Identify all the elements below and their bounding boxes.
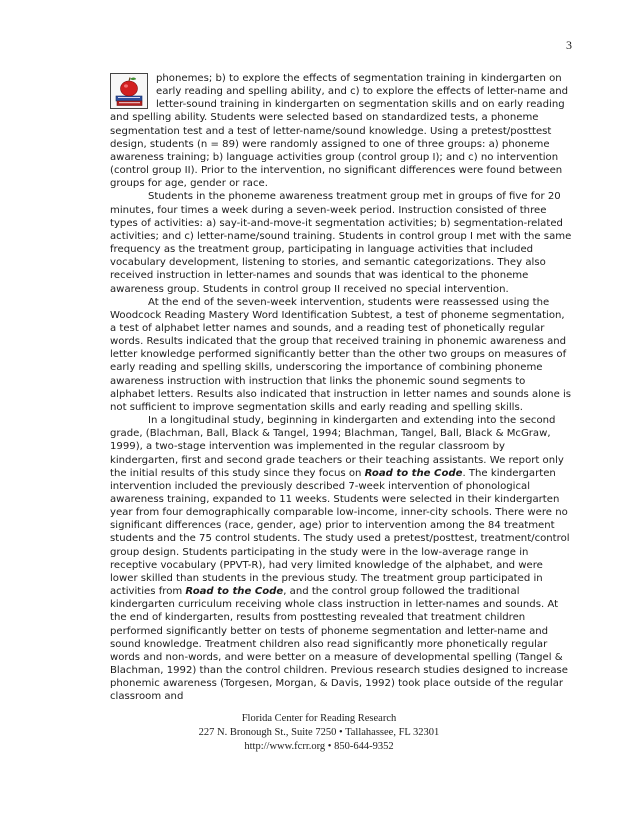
paragraph-4-part-c: , and the control group followed the traditional kindergarten curriculum receiving whole class instruction in letter-names and sounds. At the end of kindergarten, results from posttesting revealed that treatment children performed significantly better on tests of phoneme segmentation and letter-name and sound knowledge. Treatment children also read significantly more phonetically regular words and non-words, and were better on a measure of developmental spelling (Tangel & Blachman, 1992) than the control children. Previous research studies designed to increase phonemic awareness (Torgesen, Morgan, & Davis, 1992) took place outside of the regular classroom and: [110, 586, 568, 703]
paragraph-2: Students in the phoneme awareness treatment group met in groups of five for 20 minutes, four times a week during a seven-week period. Instruction consisted of three types of activities: a) say-it-and-move-it segmentation activities; b) segmentation-related activities; and c) letter-name/sound training. Students in control group I met with the same frequency as the treatment group, participating in language activities that included vocabulary development, listening to stories, and semantic categorizations. They also received instruction in letter-names and sounds that was identical to the phoneme awareness group. Students in control group II received no special intervention.: [110, 191, 572, 295]
page-number: 3: [566, 38, 572, 52]
footer-organization: Florida Center for Reading Research: [241, 713, 397, 724]
road-to-the-code-title: Road to the Code: [364, 467, 463, 479]
paragraph-4-part-b: . The kindergarten intervention included the previously described 7-week intervention of phonological awareness training, expanded to 11 weeks. Students were selected in their kindergarten year from four demographically comparable low-income, inner-city schools. There were no significant differences (race, gender, age) prior to intervention among the 84 treatment students and the 75 control students. The study used a pretest/posttest, treatment/control group design. Students participating in the study were in the low-average range in receptive vocabulary (PPVT-R), had very limited knowledge of the alphabet, and were lower skilled than students in the previous study. The treatment group participated in activities from: [110, 467, 570, 598]
body-text: [110, 72, 572, 704]
footer-contact: http://www.fcrr.org • 850-644-9352: [244, 741, 394, 752]
page-footer: [0, 712, 638, 754]
paragraph-4: [110, 414, 572, 703]
road-to-the-code-title: Road to the Code: [185, 586, 284, 598]
paragraph-1: phonemes; b) to explore the effects of segmentation training in kindergarten on early reading and spelling ability, and c) to explore the effects of letter-name and letter-sound training in kindergarten on segmentation skills and on early reading and spelling ability. Students were selected based on standardized tests, a phoneme segmentation test and a test of letter-name/sound knowledge. Using a pretest/posttest design, students (n = 89) were randomly assigned to one of three groups: a) phoneme awareness training; b) language activities group (control group I); and c) no intervention (control group II). Prior to the intervention, no significant differences were found between groups for age, gender or race.: [110, 73, 569, 190]
paragraph-4-part-a: In a longitudinal study, beginning in kindergarten and extending into the second grade, (Blachman, Ball, Black & Tangel, 1994; Blachman, Tangel, Ball, Black & McGraw, 1999), a two-stage intervention was implemented in the regular classroom by kindergarten, first and second grade teachers or their teaching assistants. We report only the initial results of this study since they focus on: [110, 415, 564, 479]
paragraph-3: At the end of the seven-week intervention, students were reassessed using the Woodcock Reading Mastery Word Identification Subtest, a test of phoneme segmentation, a test of alphabet letter names and sounds, and a reading test of phonetically regular words. Results indicated that the group that received training in phonemic awareness and letter knowledge performed significantly better than the other two groups on measures of early reading and spelling skills, underscoring the importance of combining phoneme awareness instruction with instruction that links the phonemic sound segments to alphabet letters. Results also indicated that instruction in letter names and sounds alone is not sufficient to improve segmentation skills and early reading and spelling skills.: [110, 296, 572, 413]
apple-on-books-icon: [110, 73, 148, 109]
footer-address: 227 N. Bronough St., Suite 7250 • Tallahassee, FL 32301: [198, 727, 440, 738]
